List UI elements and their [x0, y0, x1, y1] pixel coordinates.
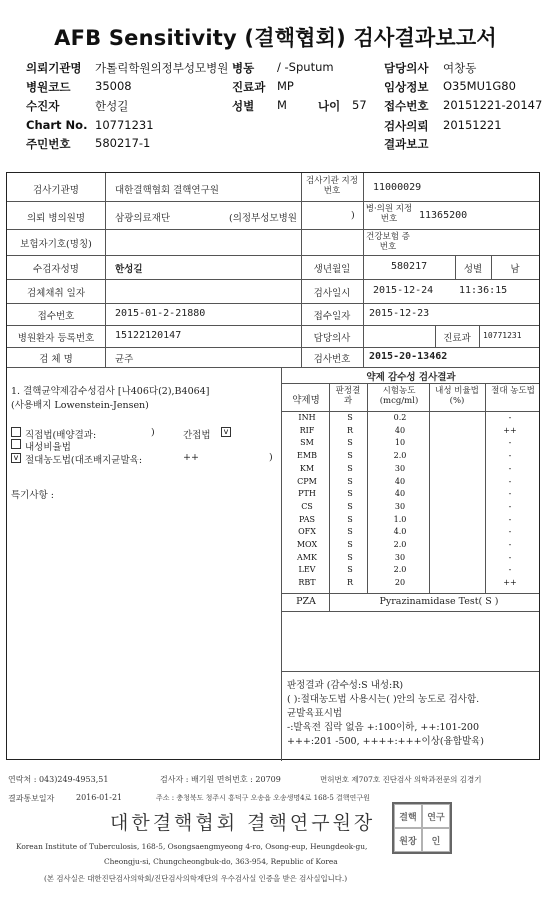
drug-result: S — [347, 451, 353, 461]
col-conc: 시험농도 (mcg/ml) — [379, 386, 419, 406]
drug-row — [283, 413, 533, 425]
drug-conc: 4.0 — [393, 527, 407, 537]
drug-row — [283, 477, 533, 489]
recv-no-value: 2015-01-2-21880 — [115, 308, 206, 319]
birth-label: 생년월일 — [313, 264, 351, 275]
birth-value: 580217 — [391, 261, 428, 272]
drug-conc: 30 — [394, 463, 406, 473]
interp-title: 판정결과 (감수성:S 내성:R) — [287, 680, 404, 691]
health-id-label: 건강보험 증번호 — [366, 232, 410, 252]
req-hosp-label: 의뢰 병의원명 — [26, 213, 86, 224]
inst-label: 검사기관명 — [33, 185, 79, 196]
reg-label: 병원환자 등록번호 — [17, 333, 95, 344]
dept-label: 진료과 — [232, 80, 266, 94]
name-value: 한성길 — [115, 264, 143, 275]
insurer-label: 보험자기호(명칭) — [20, 239, 92, 250]
drug-name: RIF — [299, 425, 315, 435]
drug-abs: - — [508, 540, 512, 549]
examiner-text: 검사자 : 배기원 면허번호 : 20709 — [160, 775, 281, 784]
drug-result: S — [347, 413, 353, 422]
result-form: 검사기관명 대한결핵협회 결핵연구원 검사기관 지정번호 11000029 의뢰 병의원명 삼광의료재단 (의정부성모병원 ) 병·의원 지정번호 11365200 보험자기호(명칭) 건강보험 증번호 수검자성명 한성길 생년월일 580217 성별 남 검체채취 일자 검사일시 2015-12-24 11:36:15 접수번호 2015-01-2-21880 접수일자 2015-12-23 병원환자 등록번호 15122120147 담당의사 진료과 10771231 검 체 명 균주 검사번호 2015-20-13462 1. 결핵균약제감수성검사 [나406다(2),B4064] (사용배지 Lowenstein-Jensen) 직접법(배양결과: ) 간접법 v 내성비율법 v 절대농도법(대조배지균발육: ++ ) 특기사항 : 약제 감수성 검사결과 약제명 판정결과 시험농도 (mcg/ml) 내성 비율법(%) 절대 농도법 INH S 0.2 - RIF R 40 ++ SM S 10 - EMB S 2.0 - KM S 30 - CPM S 40 - PTH S 40 - CS S 30 - PAS S 1.0 - OFX S 4.0 - MOX S 2.0 - AMK S 30 - LEV S 2.0 - RBT R 20 ++ PZA Pyrazinamidase Test( S ) 판정결과 (감수성:S 내성:R) ( ):절대농도법 사용시는( )안의 농도로 검사함. 균발육표시법 -:발육전 집락 없음 +:100이하, ++:101-200 +++:201 -500, ++++:+++이상(융합발육) — [6, 172, 540, 760]
drug-abs: - — [508, 565, 512, 575]
drug-conc: 40 — [394, 489, 406, 499]
drug-abs: - — [508, 552, 512, 562]
test-time-value: 11:36:15 — [459, 285, 508, 296]
drug-row — [283, 451, 533, 463]
drug-abs: - — [508, 527, 512, 537]
drug-row — [283, 540, 533, 552]
drug-name: EMB — [297, 451, 317, 461]
drug-conc: 2.0 — [393, 540, 407, 549]
drug-conc: 30 — [394, 552, 406, 562]
ward-value: / -Sputum — [277, 60, 334, 74]
drug-name: INH — [298, 413, 316, 422]
hosp-id-value: 11365200 — [419, 210, 468, 221]
sex-label: 성별 — [232, 99, 255, 113]
drug-result: R — [346, 578, 354, 588]
req-hosp-value: 삼광의료재단 — [115, 213, 171, 224]
drug-result: S — [347, 552, 353, 562]
contact-text: 연락처 : 043)249-4953,51 — [8, 775, 109, 784]
method-title: 1. 결핵균약제감수성검사 [나406다(2),B4064] — [11, 386, 210, 397]
drug-result: S — [347, 514, 353, 524]
drug-name: AMK — [297, 552, 317, 562]
drug-row — [283, 438, 533, 450]
collect-label: 검체채취 일자 — [26, 288, 86, 299]
inst-id-label: 검사기관 지정번호 — [306, 176, 358, 196]
pza-label: PZA — [296, 596, 316, 607]
drug-row — [283, 578, 533, 590]
hosp-code-value: 35008 — [95, 79, 132, 93]
drug-name: SM — [300, 438, 314, 448]
drug-abs: - — [508, 451, 512, 461]
rrn-label: 주민번호 — [26, 137, 71, 151]
drug-abs: - — [508, 501, 512, 511]
gender-label: 성별 — [463, 264, 483, 275]
col-abs: 절대 농도법 — [491, 386, 535, 396]
test-date-label: 검사일시 — [313, 288, 351, 299]
drug-result: S — [347, 438, 353, 448]
col-result: 판정결과 — [335, 386, 361, 406]
reg-value: 15122120147 — [115, 330, 182, 341]
drug-row — [283, 489, 533, 501]
drug-conc: 2.0 — [393, 451, 407, 461]
chart-value: 10771231 — [95, 118, 154, 132]
drug-name: CS — [301, 501, 313, 511]
drug-row — [283, 527, 533, 539]
recv-date-label: 접수일자 — [313, 311, 351, 322]
report-label: 결과보고 — [384, 137, 429, 151]
drug-abs: - — [508, 463, 512, 473]
dept-value: MP — [277, 79, 294, 93]
address-text: 주소 : 충청북도 청주시 흥덕구 오송읍 오송생명4로 168-5 결핵연구원 — [156, 794, 370, 802]
drug-abs: - — [508, 413, 512, 422]
pza-value: Pyrazinamidase Test( S ) — [379, 596, 499, 607]
drug-result: S — [347, 489, 353, 499]
receipt-value: 20151221-20147 — [443, 98, 543, 112]
doctor-label: 담당의사 — [384, 61, 429, 75]
interp-line-4: +++:201 -500, ++++:+++이상(융합발육) — [287, 736, 485, 747]
drug-conc: 20 — [394, 578, 406, 588]
abs-label: 절대농도법(대조배지균발육: — [25, 455, 143, 466]
license-text: 면허번호 제707호 진단검사 의학과전문의 김경기 — [320, 775, 482, 784]
clinical-label: 임상정보 — [384, 80, 429, 94]
method-medium: (사용배지 Lowenstein-Jensen) — [11, 400, 149, 411]
drug-conc: 30 — [394, 501, 406, 511]
doctor-value: 여창동 — [443, 61, 477, 75]
drug-name: CPM — [297, 476, 317, 486]
req-date-label: 검사의뢰 — [384, 119, 429, 133]
drug-result: S — [347, 463, 353, 473]
drug-name: PAS — [299, 514, 315, 524]
drug-conc: 10 — [394, 438, 406, 448]
english-address-1: Korean Institute of Tuberculosis, 168-5, Osongsaengmyeong 4-ro, Osong-eup, Heungdeok-gu, — [16, 842, 368, 851]
drug-abs: ++ — [503, 425, 517, 435]
drug-conc: 0.2 — [393, 413, 407, 422]
inst-id-value: 11000029 — [373, 182, 422, 193]
notes-label: 특기사항 : — [11, 490, 54, 501]
drug-abs: - — [508, 514, 512, 524]
report-title: AFB Sensitivity (결핵협회) 검사결과보고서 — [54, 26, 497, 50]
drug-abs: - — [508, 438, 512, 448]
col-ratio: 내성 비율법(%) — [435, 386, 479, 406]
drug-row — [283, 515, 533, 527]
doc-label: 담당의사 — [313, 333, 351, 344]
recv-no-label: 접수번호 — [37, 311, 75, 322]
drug-name: PTH — [298, 489, 316, 499]
drug-row — [283, 565, 533, 577]
test-no-label: 검사번호 — [313, 354, 351, 365]
hosp-code-label: 병원코드 — [26, 80, 71, 94]
drug-result: R — [346, 425, 354, 435]
report-date-label: 결과통보일자 — [8, 794, 55, 803]
specimen-label: 검 체 명 — [39, 354, 73, 365]
certification-text: (본 검사실은 대한진단검사의학회/진단검사의학재단의 우수검사실 인증을 받은 검사실입니다.) — [44, 874, 348, 883]
drug-row — [283, 553, 533, 565]
indirect-label: 간접법 — [183, 430, 211, 441]
drug-row — [283, 426, 533, 438]
req-hosp-sub: (의정부성모병원 — [229, 213, 297, 224]
direct-checkbox[interactable] — [11, 427, 21, 437]
req-date-value: 20151221 — [443, 118, 502, 132]
drug-name: RBT — [298, 578, 316, 588]
gender-value: 남 — [510, 264, 520, 275]
drug-row — [283, 502, 533, 514]
drug-name: KM — [299, 463, 315, 473]
rrn-value: 580217-1 — [95, 136, 151, 150]
drug-conc: 40 — [394, 425, 406, 435]
name-label: 수검자성명 — [33, 264, 79, 275]
interp-line-1: ( ):절대농도법 사용시는( )안의 농도로 검사함. — [287, 694, 480, 705]
interp-line-2: 균발육표시법 — [287, 708, 343, 719]
specimen-value: 균주 — [115, 354, 134, 365]
drug-result: S — [347, 527, 353, 537]
drug-conc: 40 — [394, 476, 406, 486]
direct-label: 직접법(배양결과: — [25, 430, 97, 441]
abs-growth: ++ — [183, 452, 199, 463]
english-address-2: Cheongju-si, Chungcheongbuk-do, 363-954, Republic of Korea — [104, 857, 338, 866]
drug-row — [283, 464, 533, 476]
drug-result: S — [347, 501, 353, 511]
inst-value: 대한결핵협회 결핵연구원 — [115, 185, 219, 196]
drug-name: MOX — [296, 540, 318, 549]
report-date-value: 2016-01-21 — [76, 793, 123, 802]
recv-date-value: 2015-12-23 — [369, 308, 430, 319]
abs-checkbox[interactable]: v — [11, 453, 21, 463]
ward-label: 병동 — [232, 61, 255, 75]
indirect-checkbox[interactable]: v — [221, 427, 231, 437]
sex-value: M — [277, 98, 287, 112]
age-value: 57 — [352, 98, 367, 112]
drug-abs: - — [508, 476, 512, 486]
age-label: 나이 — [318, 99, 341, 113]
patient-label: 수진자 — [26, 99, 60, 113]
col-drug: 약제명 — [292, 395, 320, 406]
drug-result: S — [347, 540, 353, 549]
official-seal: 결핵 연구 원장 인 — [392, 802, 452, 854]
form-dept-value: 10771231 — [483, 331, 522, 340]
hosp-id-label: 병·의원 지정번호 — [365, 204, 413, 224]
resist-label: 내성비율법 — [25, 442, 71, 453]
org-name: 대한결핵협회 결핵연구원장 — [110, 812, 376, 834]
resist-checkbox[interactable] — [11, 439, 21, 449]
drug-abs: - — [508, 489, 512, 499]
chart-label: Chart No. — [26, 118, 88, 132]
drug-abs: ++ — [503, 578, 517, 588]
interp-line-3: -:발육전 집락 없음 +:100이하, ++:101-200 — [287, 722, 479, 733]
patient-value: 한성길 — [95, 99, 129, 113]
receipt-label: 접수번호 — [384, 99, 429, 113]
drug-conc: 1.0 — [393, 514, 407, 524]
drug-name: LEV — [298, 565, 316, 575]
form-dept-label: 진료과 — [443, 333, 471, 344]
drug-conc: 2.0 — [393, 565, 407, 575]
drug-result: S — [347, 565, 353, 575]
clinical-value: O35MU1G80 — [443, 79, 516, 93]
req-dept-label: 의뢰기관명 — [26, 61, 82, 75]
drug-result: S — [347, 476, 353, 486]
section-title: 약제 감수성 검사결과 — [366, 372, 456, 383]
req-dept-value: 가톨릭학원의정부성모병원 — [95, 61, 229, 75]
test-date-value: 2015-12-24 — [373, 285, 434, 296]
drug-name: OFX — [298, 527, 316, 537]
test-no-value: 2015-20-13462 — [369, 351, 448, 362]
